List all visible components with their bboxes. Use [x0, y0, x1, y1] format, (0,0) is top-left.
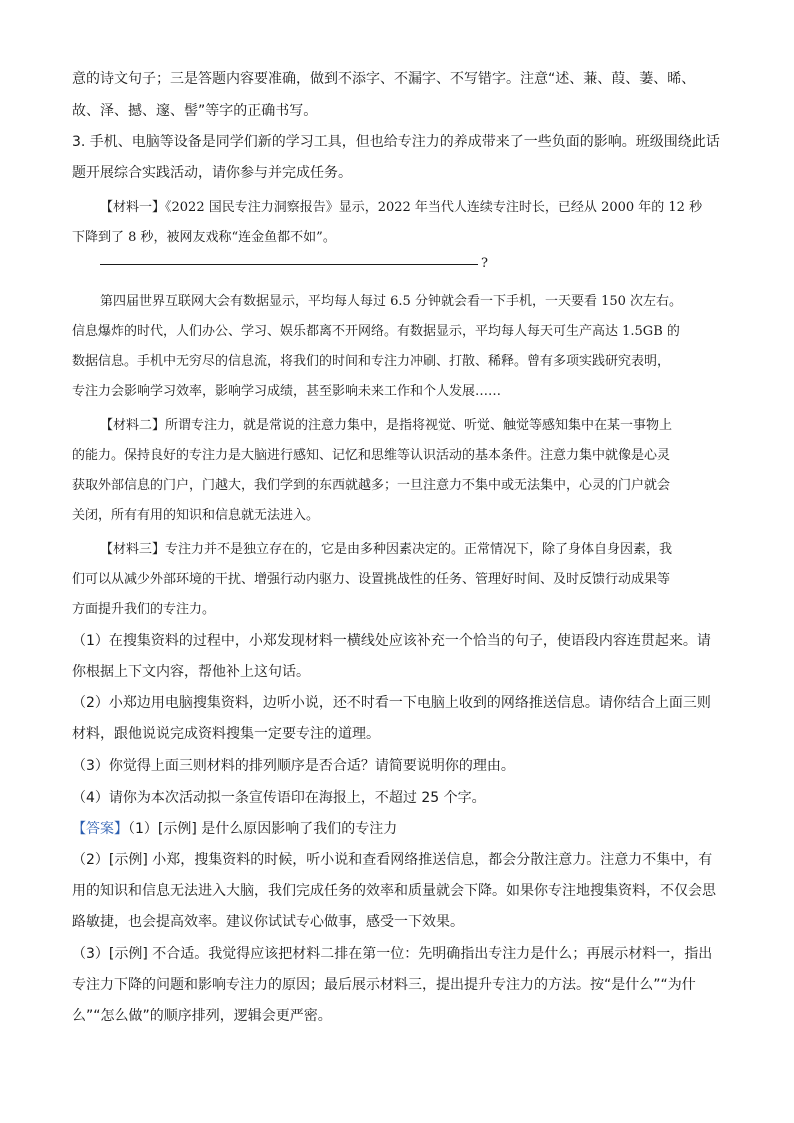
material-one-text: 下降到了 8 秒，被网友戏称“连金鱼都不如”。: [72, 230, 336, 245]
blank-question-mark: ?: [481, 256, 488, 271]
answer-3: （3）[示例] 不合适。我觉得应该把材料二排在第一位：先明确指出专注力是什么；再展示材料一，指出: [72, 946, 713, 962]
subquestion-1: （1）在搜集资料的过程中，小郑发现材料一横线处应该补充一个恰当的句子，使语段内容连贯起来。请: [72, 633, 711, 649]
answer-tag: 【答案】: [72, 821, 128, 837]
fill-in-blank-line: [100, 264, 478, 265]
material-two-text: 关闭，所有有用的知识和信息就无法进入。: [72, 508, 320, 523]
material-three-text: 们可以从减少外部环境的干扰、增强行动内驱力、设置挑战性的任务、管理好时间、及时反馈行动成果等: [72, 572, 671, 587]
subquestion-4: （4）请你为本次活动拟一条宣传语印在海报上，不超过 25 个字。: [72, 790, 486, 806]
material-one-text: 信息爆炸的时代，人们办公、学习、娱乐都离不开网络。有数据显示，平均每人每天可生产高达 1.5GB 的: [72, 324, 680, 339]
answer-3: 专注力下降的问题和影响专注力的原因；最后展示材料三，提出提升专注力的方法。按“是什么”“为什: [72, 977, 696, 993]
intro-text-line: 故、泽、撼、邃、髻”等字的正确书写。: [72, 103, 318, 119]
question-stem: 题开展综合实践活动，请你参与并完成任务。: [72, 165, 352, 181]
material-three-heading: 【材料三】专注力并不是独立存在的，它是由多种因素决定的。正常情况下，除了身体自身因素，我: [100, 542, 673, 557]
material-three-text: 方面提升我们的专注力。: [72, 602, 216, 617]
answer-2: （2）[示例] 小郑，搜集资料的时候，听小说和查看网络推送信息，都会分散注意力。注意力不集中，有: [72, 852, 713, 868]
answer-2: 路敏捷，也会提高效率。建议你试试专心做事，感受一下效果。: [72, 914, 464, 930]
material-one-text: 专注力会影响学习效率，影响学习成绩，甚至影响未来工作和个人发展……: [72, 384, 502, 399]
material-two-text: 获取外部信息的门户，门越大，我们学到的东西就越多；一旦注意力不集中或无法集中，心灵的门户就会: [72, 478, 671, 493]
material-one-text: 第四届世界互联网大会有数据显示，平均每人每过 6.5 分钟就会看一下手机，一天要看 150 次左右。: [100, 294, 683, 309]
material-two-text: 的能力。保持良好的专注力是大脑进行感知、记忆和思维等认识活动的基本条件。注意力集中就像是心灵: [72, 448, 671, 463]
intro-text-line: 意的诗文句子；三是答题内容要准确，做到不添字、不漏字、不写错字。注意“述、蒹、葭、萋、晞、: [72, 71, 696, 87]
material-one-heading: 【材料一】《2022 国民专注力洞察报告》显示，2022 年当代人连续专注时长，已经从 2000 年的 12 秒: [100, 200, 703, 215]
answer-2: 用的知识和信息无法进入大脑，我们完成任务的效率和质量就会下降。如果你专注地搜集资料，不仅会思: [72, 883, 716, 899]
subquestion-2: （2）小郑边用电脑搜集资料，边听小说，还不时看一下电脑上收到的网络推送信息。请你结合上面三则: [72, 695, 711, 711]
question-stem: 3. 手机、电脑等设备是同学们新的学习工具，但也给专注力的养成带来了一些负面的影响。班级围绕此话: [72, 134, 720, 150]
answer-3: 么”“怎么做”的顺序排列，逻辑会更严密。: [72, 1008, 332, 1024]
material-one-text: 数据信息。手机中无穷尽的信息流，将我们的时间和专注力冲刷、打散、稀释。曾有多项实践研究表明，: [72, 354, 671, 369]
material-two-heading: 【材料二】所谓专注力，就是常说的注意力集中，是指将视觉、听觉、触觉等感知集中在某一事物上: [100, 418, 673, 433]
subquestion-2: 材料，跟他说说完成资料搜集一定要专注的道理。: [72, 726, 380, 742]
subquestion-1: 你根据上下文内容，帮他补上这句话。: [72, 664, 310, 680]
answer-line-1: [72, 818, 397, 838]
answer-1-text: （1）[示例] 是什么原因影响了我们的专注力: [128, 821, 398, 837]
subquestion-3: （3）你觉得上面三则材料的排列顺序是否合适？请简要说明你的理由。: [72, 758, 515, 774]
